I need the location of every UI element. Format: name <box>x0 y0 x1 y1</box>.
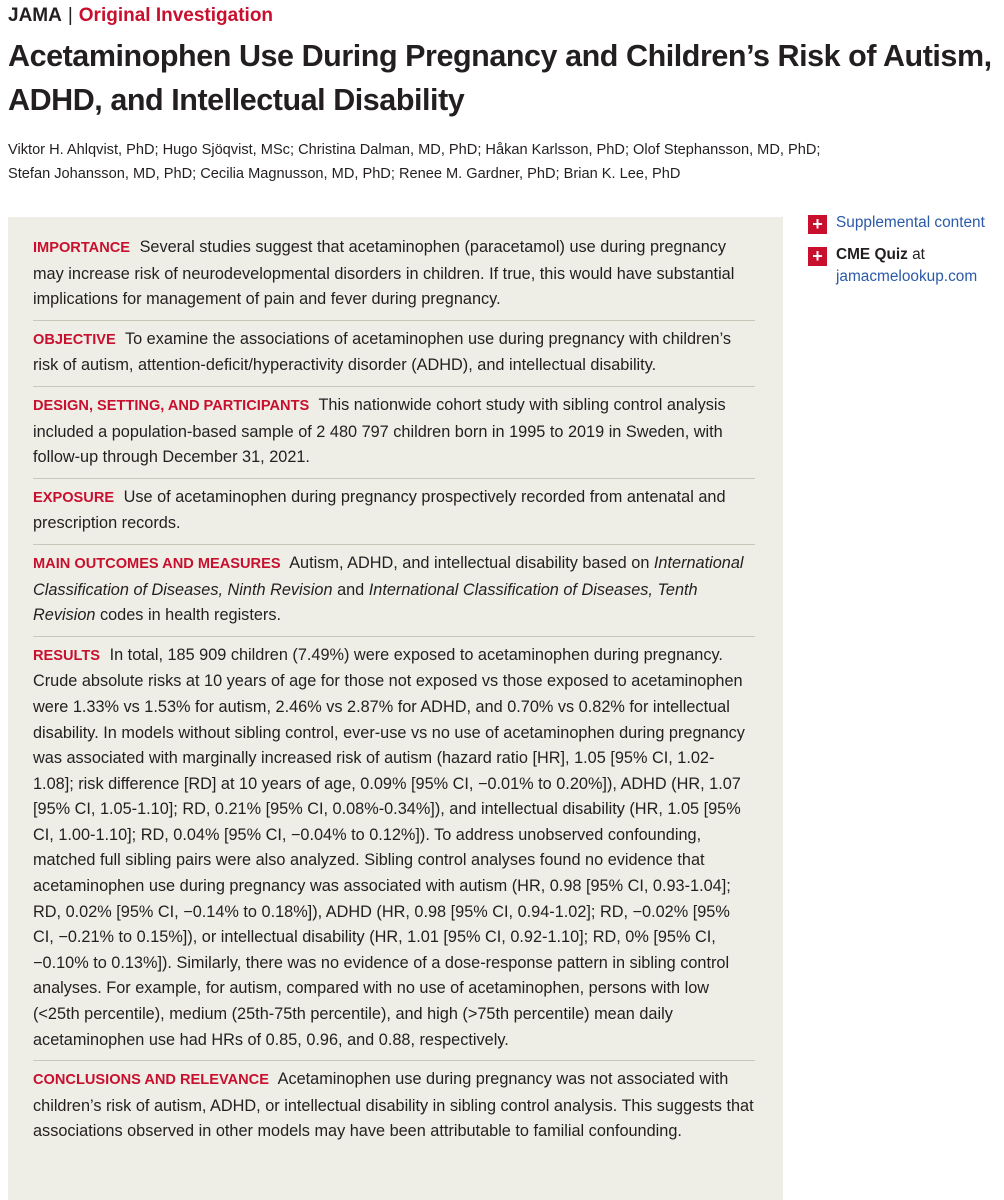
abstract-exposure <box>33 479 755 545</box>
plus-icon: + <box>808 215 827 234</box>
masthead-separator: | <box>67 5 73 26</box>
importance-text: Several studies suggest that acetaminophen (paracetamol) use during pregnancy may increase risk of neurodevelopmental disorders in children. If true, this would have substantial implications for management of pain and fever during pregnancy. <box>33 238 735 309</box>
article-type: Original Investigation <box>78 5 274 26</box>
outcomes-text-a: Autism, ADHD, and intellectual disability based on <box>289 553 650 572</box>
outcomes-label: MAIN OUTCOMES AND MEASURES <box>33 555 281 572</box>
objective-text: To examine the associations of acetaminophen use during pregnancy with children’s risk of autism, attention-deficit/hyperactivity disorder (ADHD), and intellectual disability. <box>33 329 732 375</box>
abstract-results <box>33 637 755 1062</box>
abstract-outcomes <box>33 545 755 637</box>
exposure-label: EXPOSURE <box>33 489 115 506</box>
outcomes-icd9: International Classification of Diseases, Ninth Revision <box>33 553 744 599</box>
supplemental-content-link[interactable] <box>808 212 1004 234</box>
design-text: This nationwide cohort study with sibling control analysis included a population-based sample of 2 480 797 children born in 1995 to 2019 in Sweden, with follow-up through December 31, 2021. <box>33 395 726 467</box>
cme-quiz-label: CME Quiz <box>836 246 908 263</box>
objective-label: OBJECTIVE <box>33 331 116 348</box>
conclusions-text: Acetaminophen use during pregnancy was not associated with children’s risk of autism, ADHD, or intellectual disability in sibling control analysis. This suggests that associations observed in other models may have been attributable to familial confounding. <box>33 1070 754 1141</box>
conclusions-label: CONCLUSIONS AND RELEVANCE <box>33 1072 269 1089</box>
masthead <box>8 4 273 28</box>
cme-quiz-at: at <box>907 246 925 263</box>
author-line-2: Stefan Johansson, MD, PhD; Cecilia Magnusson, MD, PhD; Renee M. Gardner, PhD; Brian K. Lee, PhD <box>8 166 681 182</box>
exposure-text: Use of acetaminophen during pregnancy prospectively recorded from antenatal and prescription records. <box>33 487 726 533</box>
cme-lookup-link[interactable]: jamacmelookup.com <box>836 268 978 285</box>
outcomes-text-b: and <box>337 580 365 599</box>
outcomes-text-c: codes in health registers. <box>99 606 281 625</box>
journal-name: JAMA <box>8 5 62 26</box>
results-label: RESULTS <box>33 647 101 664</box>
abstract-design <box>33 387 755 479</box>
abstract-box <box>8 217 783 1200</box>
author-list <box>8 138 888 186</box>
design-label: DESIGN, SETTING, AND PARTICIPANTS <box>33 397 310 414</box>
sidebar <box>808 212 1004 298</box>
article-title: Acetaminophen Use During Pregnancy and Children’s Risk of Autism, ADHD, and Intellectual Disability <box>8 39 992 117</box>
abstract-importance <box>33 235 755 321</box>
abstract-objective <box>33 321 755 387</box>
supplemental-content-label[interactable]: Supplemental content <box>836 214 985 231</box>
importance-label: IMPORTANCE <box>33 240 131 256</box>
author-line-1: Viktor H. Ahlqvist, PhD; Hugo Sjöqvist, MSc; Christina Dalman, MD, PhD; Håkan Karlsson, PhD; Olof Stephansson, MD, PhD; <box>8 142 821 158</box>
results-text: In total, 185 909 children (7.49%) were exposed to acetaminophen during pregnancy. Crude absolute risks at 10 years of age for those not exposed vs those exposed to acetaminophen were 1.33% vs 1.53% for autism, 2.46% vs 2.87% for ADHD, and 0.70% vs 0.82% for intellectual disability. In models without sibling control, ever-use vs no use of acetaminophen during pregnancy was associated with marginally increased risk of autism (hazard ratio [HR], 1.05 [95% CI, 1.02-1.08]; risk difference [RD] at 10 years of age, 0.09% [95% CI, −0.01% to 0.20%]), ADHD (HR, 1.07 [95% CI, 1.05-1.10]; RD, 0.21% [95% CI, 0.08%-0.34%]), and intellectual disability (HR, 1.05 [95% CI, 1.00-1.10]; RD, 0.04% [95% CI, −0.04% to 0.12%]). To address unobserved confounding, matched full sibling pairs were also analyzed. Sibling control analyses found no evidence that acetaminophen use during pregnancy was associated with autism (HR, 0.98 [95% CI, 0.93-1.04]; RD, 0.02% [95% CI, −0.14% to 0.18%]), ADHD (HR, 0.98 [95% CI, 0.94-1.02]; RD, −0.02% [95% CI, −0.21% to 0.15%]), or intellectual disability (HR, 1.01 [95% CI, 0.92-1.10]; RD, 0% [95% CI, −0.10% to 0.13%]). Similarly, there was no evidence of a dose-response pattern in sibling control analyses. For example, for autism, compared with no use of acetaminophen, persons with low (<25th percentile), medium (25th-75th percentile), and high (>75th percentile) mean daily acetaminophen use had HRs of 0.85, 0.96, and 0.88, respectively. <box>33 645 745 1049</box>
plus-icon: + <box>808 247 827 266</box>
outcomes-icd10: International Classification of Diseases, Tenth Revision <box>33 580 698 625</box>
abstract-conclusions <box>33 1061 755 1152</box>
cme-quiz <box>808 244 1004 288</box>
